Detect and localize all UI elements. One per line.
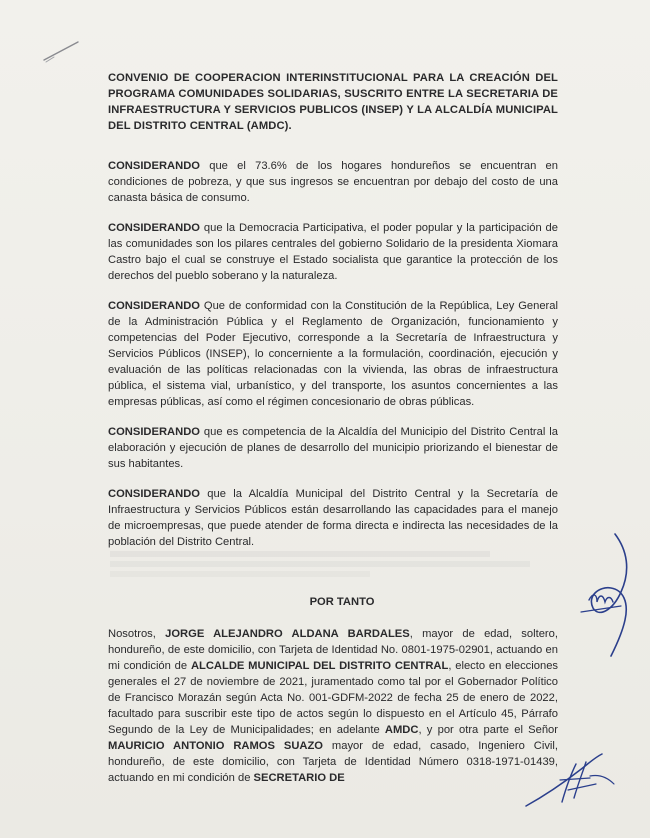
considerando-text: que la Democracia Participativa, el poder popular y la participación de las comunidades son los pilares centrales del gobierno Solidario de la presidenta Xiomara Castro bajo el cual se construye el Estado socialista que garantice la protección de los derechos del pueblo soberano y la naturaleza. (108, 222, 558, 282)
considerando-text: que la Alcaldía Municipal del Distrito Central y la Secretaría de Infraestructura y Servicios Públicos están desarrollando las capacidades para el manejo de microempresas, que puede atender de forma directa e indirecta las necesidades de la población del Distrito Central. (108, 488, 558, 548)
secretario-role: SECRETARIO DE (253, 772, 345, 784)
nosotros-paragraph (108, 626, 558, 786)
alcalde-name: JORGE ALEJANDRO ALDANA BARDALES (165, 628, 410, 640)
considerando-text: que el 73.6% de los hogares hondureños se encuentran en condiciones de pobreza, y que sus ingresos se encuentran por debajo del costo de una canasta básica de consumo. (108, 160, 558, 204)
nosotros-text-3: , electo en elecciones generales el 27 de noviembre de 2021, juramentado como tal por el Gobernador Político de Francisco Morazán según Acta No. 001-GDFM-2022 de fecha 25 de enero de 2022, facultado para suscribir este tipo de actos según lo dispuesto en el Artículo 45, Párrafo Segundo de la Ley de Municipalidades; en adelante (108, 660, 559, 736)
nosotros-text-2: , mayor de edad, soltero, hondureño, de este domicilio, con Tarjeta de Identidad No. 0801-1975-02901, actuando en mi condición de (108, 628, 558, 672)
signature-initials-right (575, 530, 645, 660)
amdc-abbrev: AMDC (384, 724, 419, 736)
document-title: CONVENIO DE COOPERACION INTERINSTITUCIONAL PARA LA CREACIÓN DEL PROGRAMA COMUNIDADES SOLIDARIAS, SUSCRITO ENTRE LA SECRETARIA DE INFRAESTRUCTURA Y SERVICIOS PUBLICOS (INSEP) Y LA ALCALDÍA MUNICIPAL DEL DISTRITO CENTRAL (AMDC). (108, 72, 558, 132)
considerando-keyword: CONSIDERANDO (108, 300, 200, 312)
considerando-3 (108, 298, 558, 410)
considerando-5 (108, 486, 558, 550)
considerando-1 (108, 158, 558, 206)
pen-stroke-mark (42, 38, 82, 64)
alcalde-role: ALCALDE MUNICIPAL DEL DISTRITO CENTRAL (190, 660, 449, 672)
nosotros-text-1: Nosotros, (108, 628, 166, 640)
considerando-2 (108, 220, 558, 284)
considerando-keyword: CONSIDERANDO (108, 488, 200, 500)
considerando-text: Que de conformidad con la Constitución de la República, Ley General de la Administración Pública y el Reglamento de Organización, funcionamiento y competencias del Poder Ejecutivo, corresponde a la Secretaría de Infraestructura y Servicios Públicos (INSEP), lo concerniente a la formulación, coordinación, ejecución y evaluación de las políticas relacionadas con la vivienda, las obras de infraestructura pública, el sistema vial, urbanístico, y del transporte, los asuntos concernientes a las empresas públicas, así como el régimen concesionario de obras públicas. (108, 300, 558, 408)
considerando-4 (108, 424, 558, 472)
nosotros-text-4: , y por otra parte el Señor (418, 724, 559, 736)
nosotros-text-5: mayor de edad, casado, Ingeniero Civil, hondureño, de este domicilio, con Tarjeta de Identidad Número 0318-1971-01439, actuando en mi condición de (108, 740, 558, 784)
considerando-keyword: CONSIDERANDO (108, 222, 200, 234)
considerando-keyword: CONSIDERANDO (108, 426, 200, 438)
signature-initials-bottom (520, 740, 620, 820)
por-tanto-heading: POR TANTO (309, 596, 375, 608)
considerando-keyword: CONSIDERANDO (108, 160, 200, 172)
document-body (108, 70, 558, 786)
secretario-name: MAURICIO ANTONIO RAMOS SUAZO (108, 740, 324, 752)
considerando-text: que es competencia de la Alcaldía del Municipio del Distrito Central la elaboración y ejecución de planes de desarrollo del municipio priorizando el bienestar de sus habitantes. (108, 426, 558, 470)
